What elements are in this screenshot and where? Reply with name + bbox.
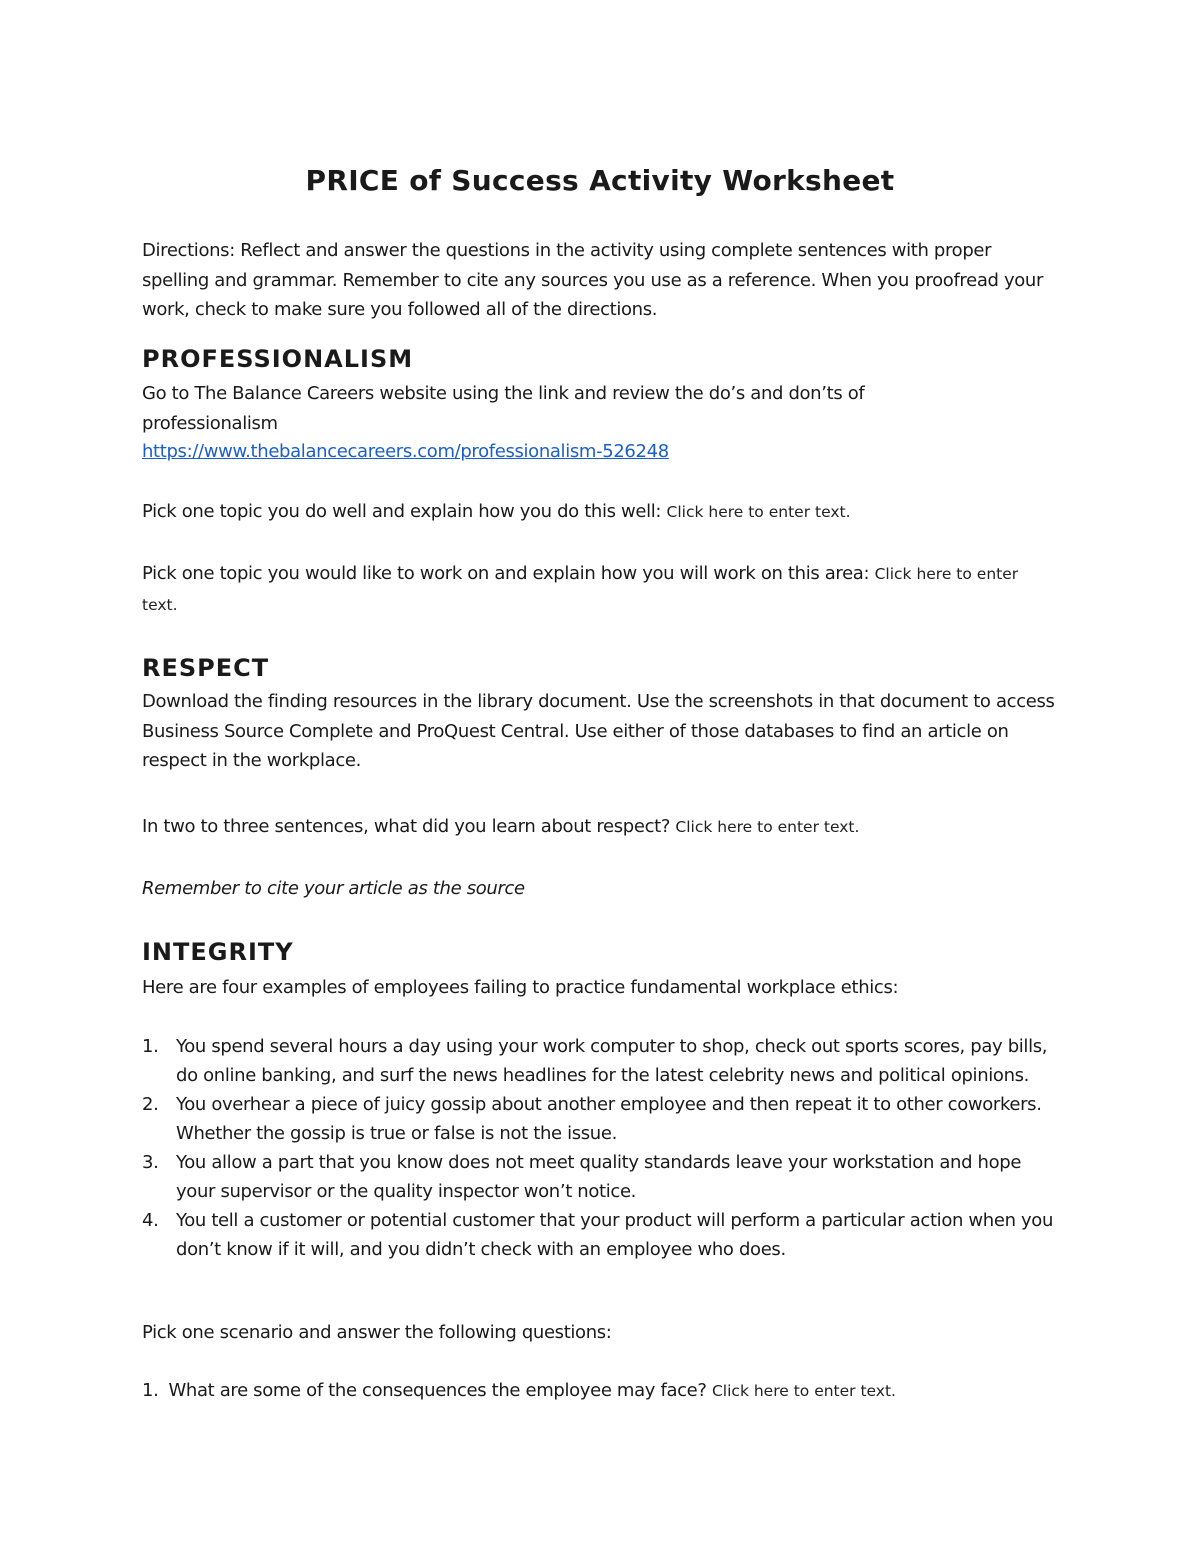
list-item-text: You tell a customer or potential customer that your product will perform a particular action when you don’t know if it will, and you didn’t check with an employee who does. [176,1210,1054,1260]
professionalism-question-1 [142,497,1062,528]
answer-field-professionalism-1[interactable]: Click here to enter text. [666,503,851,521]
respect-intro: Download the finding resources in the library document. Use the screenshots in that document to access Business Source Complete and ProQuest Central. Use either of those databases to find an article on respect in the workplace. [142,691,1055,771]
list-item-number: 4. [142,1210,159,1231]
integrity-heading: INTEGRITY [142,938,294,966]
integrity-examples-list [142,1032,1060,1264]
answer-field-integrity-1[interactable]: Click here to enter text. [711,1382,896,1400]
integrity-pick-prompt: Pick one scenario and answer the following questions: [142,1322,612,1343]
question-prompt: Pick one topic you do well and explain how you do this well: [142,501,667,522]
integrity-question-1 [142,1376,1062,1407]
list-item [142,1032,1060,1090]
list-item [142,1206,1060,1264]
integrity-intro: Here are four examples of employees failing to practice fundamental workplace ethics: [142,977,899,998]
question-number: 1. [142,1380,159,1401]
respect-question [142,812,1062,843]
professionalism-link-line [142,437,1062,467]
list-item-text: You allow a part that you know does not meet quality standards leave your workstation and hope your supervisor or the quality inspector won’t notice. [176,1152,1022,1202]
professionalism-link[interactable]: https://www.thebalancecareers.com/professionalism-526248 [142,441,669,462]
professionalism-heading: PROFESSIONALISM [142,345,414,373]
question-prompt: What are some of the consequences the employee may face? [168,1380,712,1401]
page-title: PRICE of Success Activity Worksheet [305,164,895,197]
question-prompt: In two to three sentences, what did you learn about respect? [142,816,676,837]
list-item-number: 1. [142,1036,159,1057]
list-item-text: You overhear a piece of juicy gossip about another employee and then repeat it to other coworkers. Whether the gossip is true or false is not the issue. [176,1094,1042,1144]
respect-heading: RESPECT [142,654,270,682]
professionalism-intro: Go to The Balance Careers website using the link and review the do’s and don’ts of professionalism [142,383,865,434]
list-item-number: 2. [142,1094,159,1115]
respect-note: Remember to cite your article as the source [142,878,525,899]
list-item [142,1090,1060,1148]
answer-field-respect[interactable]: Click here to enter text. [675,818,860,836]
answer-field-professionalism-2[interactable]: Click here to enter text. [142,565,1019,614]
list-item-number: 3. [142,1152,159,1173]
professionalism-question-2 [142,559,1047,620]
question-prompt: Pick one topic you would like to work on and explain how you will work on this area: [142,563,875,584]
list-item [142,1148,1060,1206]
directions-text: Directions: Reflect and answer the questions in the activity using complete sentences with proper spelling and grammar. Remember to cite any sources you use as a reference. When you proofread your work, check to make sure you followed all of the directions. [142,240,1044,320]
list-item-text: You spend several hours a day using your work computer to shop, check out sports scores, pay bills, do online banking, and surf the news headlines for the latest celebrity news and political opinions. [176,1036,1048,1086]
